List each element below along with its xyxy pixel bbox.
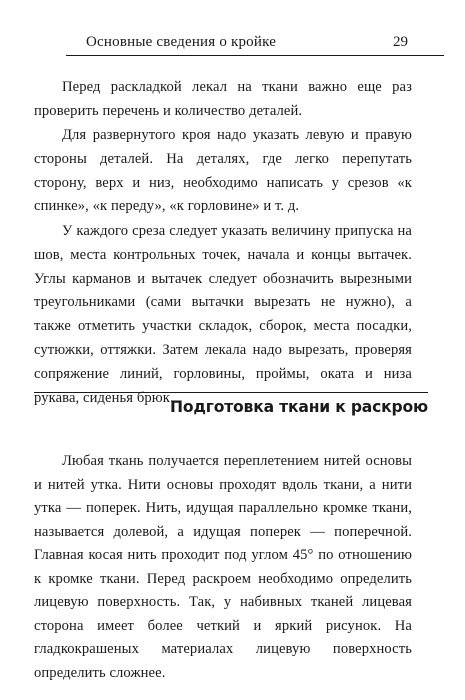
page-number: 29 [393, 34, 408, 50]
paragraph-fabric-threads: Любая ткань получается переплетением нитей основы и нитей утка. Нити основы проходят вдоль ткани, а нити утка — поперек. Нить, идущая параллельно кромке ткани, называется долевой, а идущая поперек — поперечной. Главная косая нить проходит под углом 45° по отношению к кромке ткани. Перед раскроем необходимо определить лицевую поверхность. Так, у набивных тканей лицевая сторона имеет более четкий и яркий рисунок. На гладкокрашеных материалах лицевую поверхность определить сложнее. [34, 453, 412, 681]
paragraph-mark-sides: Для развернутого кроя надо указать левую и правую стороны деталей. На деталях, где легко перепутать сторону, верх и низ, необходимо написать у срезов «к спинке», «к переду», «к горловине» и т. д. [34, 127, 412, 215]
header-rule [66, 55, 444, 56]
section-rule [34, 392, 428, 393]
paragraph-check-details: Перед раскладкой лекал на ткани важно еще раз проверить перечень и количество деталей. [34, 79, 412, 119]
section-heading: Подготовка ткани к раскрою [169, 398, 428, 416]
running-head [66, 34, 444, 56]
running-head-title: Основные сведения о кройке [86, 34, 277, 50]
paragraph-seam-allowances: У каждого среза следует указать величину припуска на шов, места контрольных точек, начала и концы вытачек. Углы карманов и вытачек следует обозначить вырезными треугольниками (сами вытачки вырезать не нужно), а также отметить участки складок, сборок, места посадки, сутюжки, оттяжки. Затем лекала надо вырезать, проверяя сопряжение линий, горловины, проймы, оката и низа рукава, сиденья брюк. [34, 223, 412, 406]
